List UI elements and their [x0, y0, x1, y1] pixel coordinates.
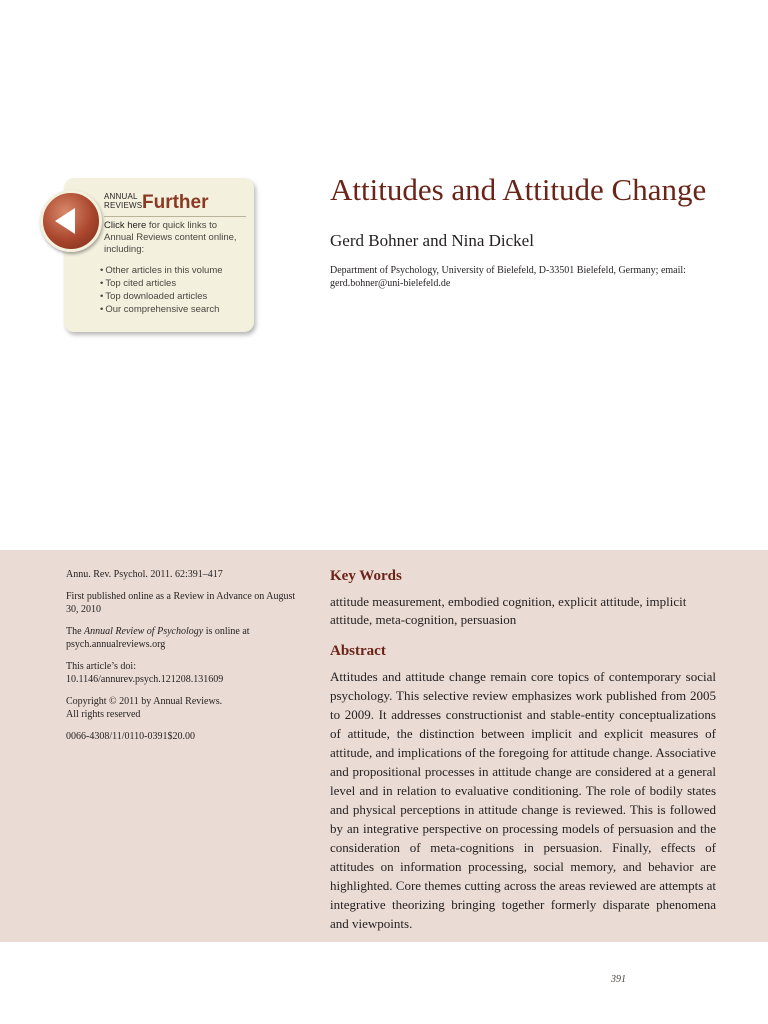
further-description-text: for quick links to Annual Reviews content online, including:: [104, 220, 237, 255]
further-link-search[interactable]: • Our comprehensive search: [100, 303, 248, 316]
further-link-other-articles[interactable]: • Other articles in this volume: [100, 264, 248, 277]
further-back-button[interactable]: [40, 190, 102, 252]
further-links-list: [100, 264, 248, 316]
doi-block: [66, 660, 296, 686]
online-suffix: is online at psych.annualreviews.org: [66, 626, 250, 650]
article-title: Attitudes and Attitude Change: [330, 172, 707, 207]
rights: All rights reserved: [66, 709, 141, 720]
further-description: [104, 220, 246, 256]
page-number: 391: [611, 974, 626, 985]
citation: Annu. Rev. Psychol. 2011. 62:391–417: [66, 569, 223, 580]
copyright-block: [66, 695, 296, 721]
journal-online-note: [66, 625, 296, 651]
keywords-text: attitude measurement, embodied cognition, explicit attitude, implicit attitude, meta-cognition, persuasion: [330, 594, 687, 627]
doi-label: This article’s doi:: [66, 661, 136, 672]
doi-value[interactable]: 10.1146/annurev.psych.121208.131609: [66, 674, 224, 685]
online-prefix: The: [66, 626, 82, 637]
further-divider: [104, 216, 246, 217]
first-published: First published online as a Review in Advance on August 30, 2010: [66, 591, 296, 615]
copyright: Copyright © 2011 by Annual Reviews.: [66, 696, 223, 707]
journal-name: Annual Review of Psychology: [84, 626, 204, 637]
abstract-text: Attitudes and attitude change remain core topics of contemporary social psychology. This selective review emphasizes work published from 2005 to 2009. It addresses constructionist and stable-entity conceptualizations of attitude, the distinction between implicit and explicit measures of attitude, and implications of the foregoing for attitude change. Associative and propositional processes in attitude change are considered at a general level and in relation to evaluative conditioning. The role of bodily states and physical perceptions in attitude change is reviewed. This is followed by an integrative perspective on processing models of persuasion and the consideration of meta-cognitions in persuasion. Finally, effects of attitudes on information processing, social memory, and behavior are highlighted. Core themes cutting across the areas reviewed are attempts at integrative theorizing bringing together formerly disparate phenomena and viewpoints.: [330, 669, 716, 931]
keywords-heading: Key Words: [330, 568, 402, 584]
arrow-left-icon: [43, 193, 99, 249]
article-metadata: [66, 568, 296, 752]
article-authors: Gerd Bohner and Nina Dickel: [330, 231, 534, 250]
further-link-top-downloaded[interactable]: • Top downloaded articles: [100, 290, 248, 303]
further-link-top-cited[interactable]: • Top cited articles: [100, 277, 248, 290]
click-here-link[interactable]: Click here: [104, 220, 147, 231]
author-affiliation: Department of Psychology, University of Bielefeld, D-33501 Bielefeld, Germany; email: gerd.bohner@uni-bielefeld.de: [330, 265, 686, 289]
further-widget[interactable]: [40, 178, 258, 338]
abstract-heading: Abstract: [330, 643, 386, 659]
further-label: Further: [142, 192, 209, 213]
issn: 0066-4308/11/0110-0391$20.00: [66, 731, 195, 742]
annual-reviews-label: ANNUAL REVIEWS: [104, 192, 143, 210]
